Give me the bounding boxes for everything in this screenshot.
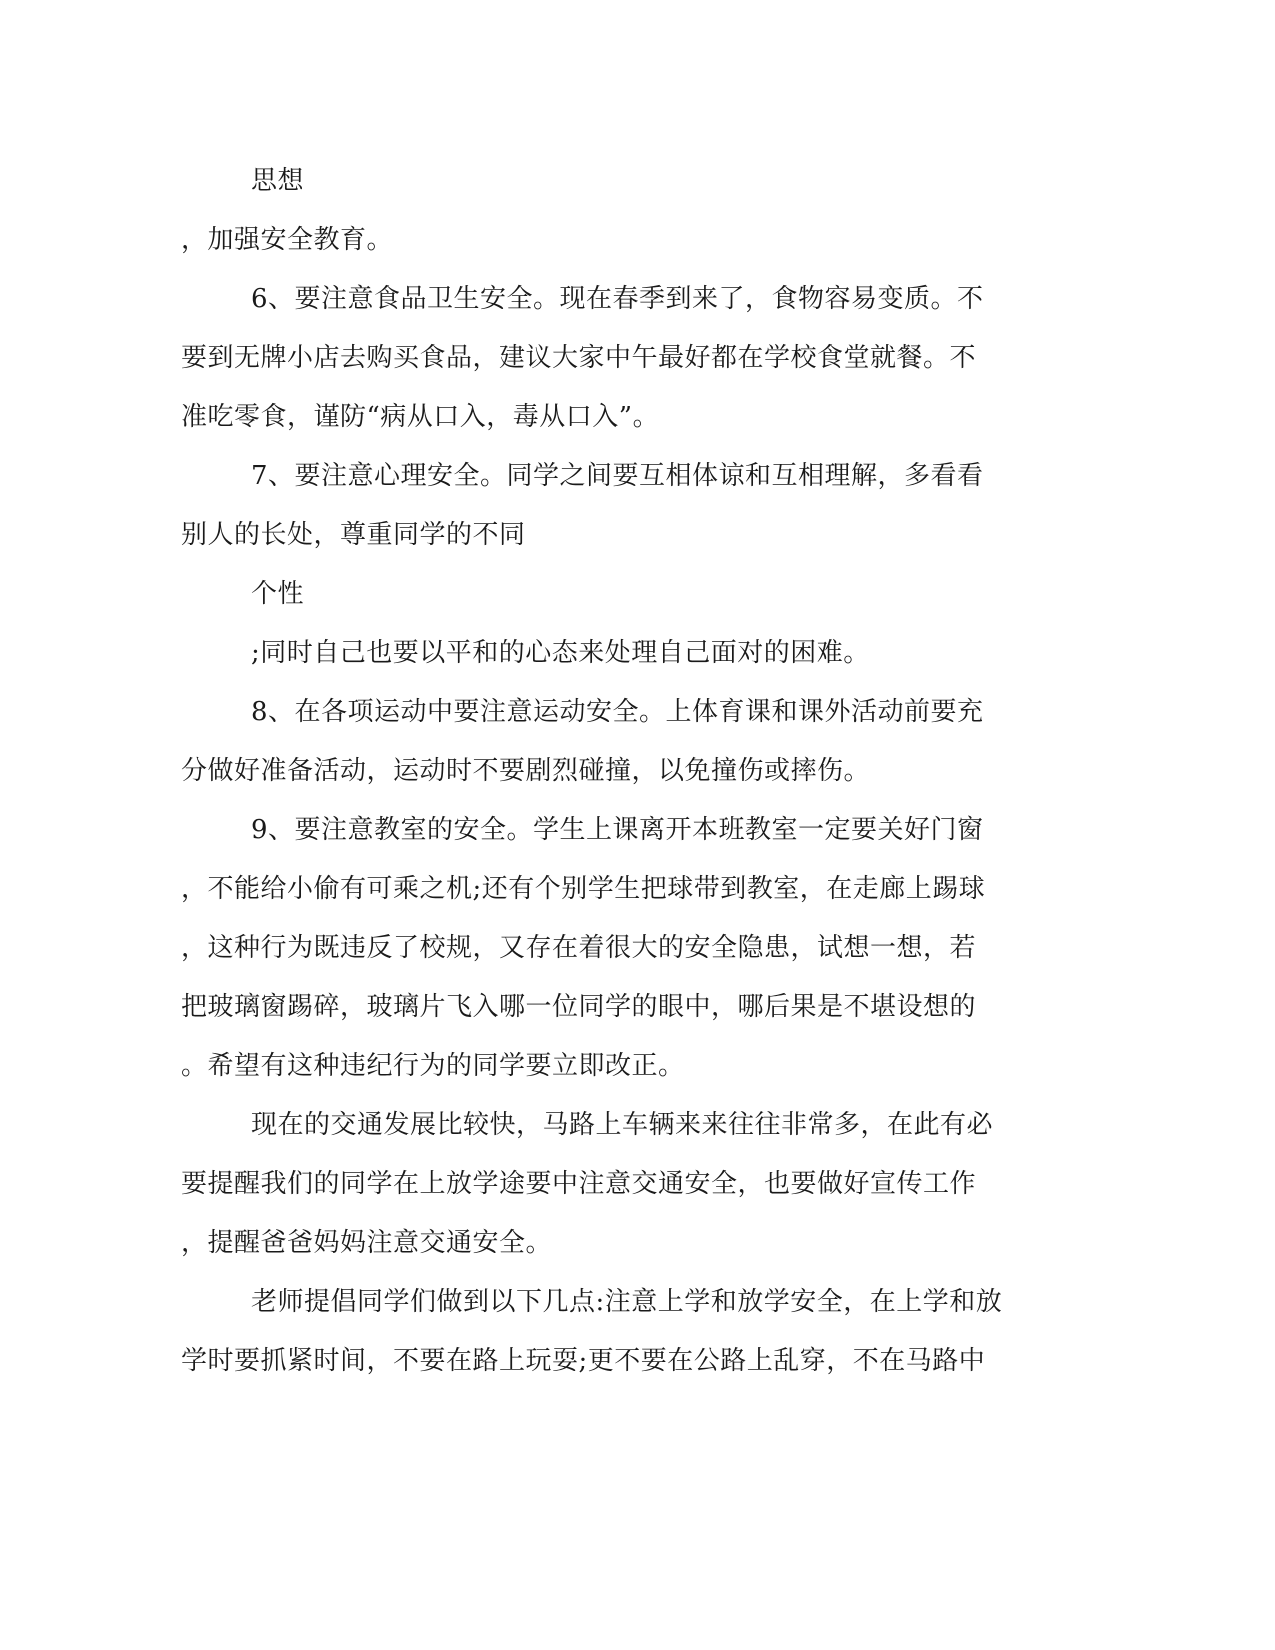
text-line: ，不能给小偷有可乘之机;还有个别学生把球带到教室，在走廊上踢球	[181, 874, 986, 904]
text-line: 7、要注意心理安全。同学之间要互相体谅和互相理解，多看看	[251, 461, 984, 491]
text-line: 学时要抓紧时间，不要在路上玩耍;更不要在公路上乱穿，不在马路中	[181, 1346, 986, 1376]
text-line: 要提醒我们的同学在上放学途要中注意交通安全，也要做好宣传工作	[181, 1169, 977, 1199]
text-line: ，这种行为既违反了校规，又存在着很大的安全隐患，试想一想，若	[181, 933, 977, 963]
text-line: 别人的长处，尊重同学的不同	[181, 520, 526, 550]
text-line: ，加强安全教育。	[181, 225, 394, 255]
text-line: 。希望有这种违纪行为的同学要立即改正。	[181, 1051, 685, 1081]
text-line: 现在的交通发展比较快，马路上车辆来来往往非常多，在此有必	[251, 1110, 994, 1140]
text-line: 准吃零食，谨防“病从口入，毒从口入”。	[181, 402, 660, 432]
text-line: ;同时自己也要以平和的心态来处理自己面对的困难。	[251, 638, 870, 668]
text-line: 思想	[251, 166, 305, 196]
text-line: 6、要注意食品卫生安全。现在春季到来了，食物容易变质。不	[251, 284, 984, 314]
text-line: 把玻璃窗踢碎，玻璃片飞入哪一位同学的眼中，哪后果是不堪设想的	[181, 992, 977, 1022]
text-line: 要到无牌小店去购买食品，建议大家中午最好都在学校食堂就餐。不	[181, 343, 977, 373]
text-line: 分做好准备活动，运动时不要剧烈碰撞，以免撞伤或摔伤。	[181, 756, 871, 786]
text-line: ，提醒爸爸妈妈注意交通安全。	[181, 1228, 553, 1258]
text-line: 8、在各项运动中要注意运动安全。上体育课和课外活动前要充	[251, 697, 984, 727]
text-line: 个性	[251, 579, 305, 609]
text-line: 老师提倡同学们做到以下几点:注意上学和放学安全，在上学和放	[251, 1287, 1003, 1317]
text-line: 9、要注意教室的安全。学生上课离开本班教室一定要关好门窗	[251, 815, 984, 845]
